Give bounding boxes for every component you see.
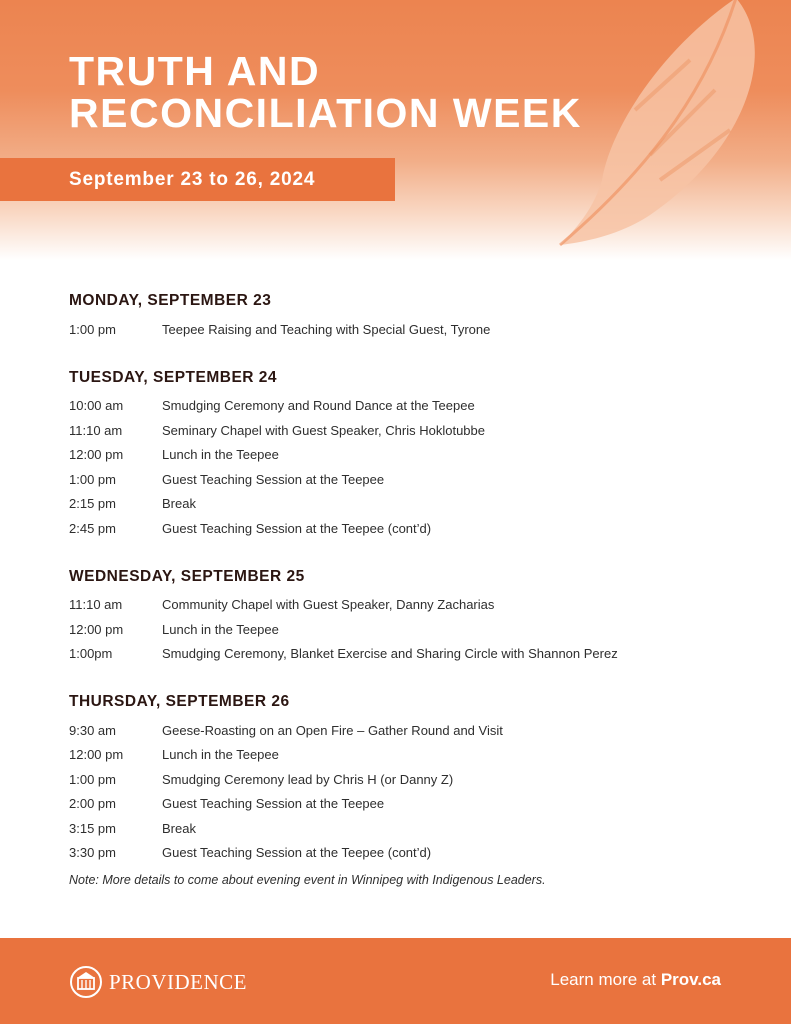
event-row [69, 816, 759, 841]
day-heading: MONDAY, SEPTEMBER 23 [69, 292, 272, 309]
event-time: 2:45 pm [69, 520, 116, 536]
footnote: Note: More details to come about evening event in Winnipeg with Indigenous Leaders. [69, 873, 546, 887]
event-time: 3:30 pm [69, 845, 116, 861]
day-heading: THURSDAY, SEPTEMBER 26 [69, 693, 290, 710]
event-time: 1:00pm [69, 646, 113, 662]
event-row [69, 792, 759, 817]
event-time: 1:00 pm [69, 471, 116, 487]
event-time: 12:00 pm [69, 447, 124, 463]
event-title: Teepee Raising and Teaching with Special Guest, Tyrone [162, 321, 491, 337]
learn-more-prefix: Learn more at [550, 970, 661, 989]
event-title: Break [162, 820, 196, 836]
schedule [69, 290, 759, 890]
event-title: Smudging Ceremony and Round Dance at the Teepee [162, 398, 475, 414]
event-title: Geese-Roasting on an Open Fire – Gather Round and Visit [162, 722, 503, 738]
providence-crest-icon [69, 965, 103, 999]
event-row [69, 743, 759, 768]
event-title: Break [162, 496, 196, 512]
event-time: 1:00 pm [69, 321, 116, 337]
event-title: Smudging Ceremony lead by Chris H (or Danny Z) [162, 771, 454, 787]
event-time: 11:10 am [69, 597, 123, 613]
event-row [69, 617, 759, 642]
event-row [69, 467, 759, 492]
learn-more [550, 970, 721, 990]
event-title: Smudging Ceremony, Blanket Exercise and Sharing Circle with Shannon Perez [162, 646, 618, 662]
event-time: 12:00 pm [69, 747, 124, 763]
website-link[interactable]: Prov.ca [660, 970, 721, 989]
event-time: 11:10 am [69, 422, 123, 438]
event-title: Guest Teaching Session at the Teepee (cont’d) [162, 520, 432, 536]
day-monday [69, 290, 759, 342]
event-title: Guest Teaching Session at the Teepee [162, 796, 385, 812]
event-time: 2:00 pm [69, 796, 116, 812]
event-time: 3:15 pm [69, 820, 116, 836]
event-row [69, 418, 759, 443]
event-title: Guest Teaching Session at the Teepee (cont’d) [162, 845, 432, 861]
event-time: 9:30 am [69, 722, 116, 738]
day-tuesday [69, 367, 759, 541]
event-title: Guest Teaching Session at the Teepee [162, 471, 385, 487]
providence-logo[interactable] [69, 965, 247, 999]
event-row [69, 394, 759, 419]
date-band [0, 158, 395, 201]
day-thursday [69, 691, 759, 865]
event-row [69, 516, 759, 541]
event-title: Seminary Chapel with Guest Speaker, Chris Hoklotubbe [162, 422, 485, 438]
event-title: Lunch in the Teepee [162, 747, 279, 763]
event-row [69, 317, 759, 342]
day-heading: WEDNESDAY, SEPTEMBER 25 [69, 567, 305, 585]
event-time: 2:15 pm [69, 496, 116, 512]
logo-text: PROVIDENCE [109, 969, 248, 994]
event-row [69, 492, 759, 517]
event-time: 12:00 pm [69, 621, 124, 637]
event-row [69, 443, 759, 468]
event-row [69, 841, 759, 866]
footer [0, 938, 791, 1024]
event-row [69, 593, 759, 618]
event-row [69, 642, 759, 667]
date-range: September 23 to 26, 2024 [69, 169, 316, 190]
event-row [69, 718, 759, 743]
event-title: Community Chapel with Guest Speaker, Danny Zacharias [162, 597, 495, 613]
event-title: Lunch in the Teepee [162, 447, 279, 463]
event-title: Lunch in the Teepee [162, 621, 279, 637]
event-row [69, 767, 759, 792]
event-time: 10:00 am [69, 398, 124, 414]
header-banner [0, 0, 791, 260]
page-title: TRUTH AND RECONCILIATION WEEK [69, 48, 582, 136]
event-time: 1:00 pm [69, 771, 116, 787]
day-wednesday [69, 566, 759, 667]
day-heading: TUESDAY, SEPTEMBER 24 [69, 368, 278, 386]
